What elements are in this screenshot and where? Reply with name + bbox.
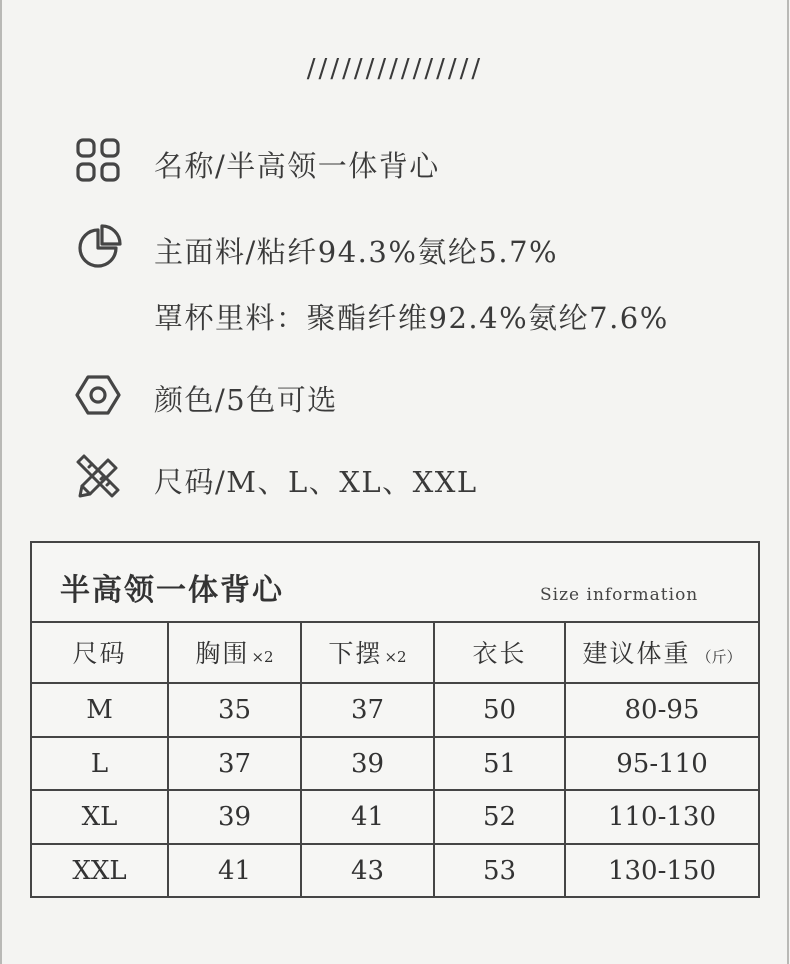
size-table-grid xyxy=(32,621,758,896)
info-row-size xyxy=(0,452,790,502)
product-name-text: 名称/半高领一体背心 xyxy=(154,149,440,183)
cell-bust: 41 xyxy=(168,844,301,896)
size-table-subtitle: Size information xyxy=(540,585,699,605)
column-header-size: 尺码 xyxy=(32,621,168,683)
cell-weight: 80-95 xyxy=(565,683,758,737)
column-header-length: 衣长 xyxy=(434,621,565,683)
cell-weight: 95-110 xyxy=(565,737,758,791)
table-row xyxy=(32,844,758,896)
cell-hem: 43 xyxy=(301,844,434,896)
cell-bust: 37 xyxy=(168,737,301,791)
table-header-row xyxy=(32,621,758,683)
slash-divider: /////////////// xyxy=(306,54,484,84)
table-row xyxy=(32,790,758,844)
pie-chart-icon xyxy=(72,222,124,272)
size-table-title: 半高领一体背心 xyxy=(60,573,284,608)
cell-size: L xyxy=(32,737,168,791)
cell-bust: 35 xyxy=(168,683,301,737)
ruler-pencil-icon xyxy=(72,452,124,502)
table-row xyxy=(32,737,758,791)
hex-nut-icon xyxy=(72,370,124,420)
cell-length: 52 xyxy=(434,790,565,844)
column-header-bust: 胸围 ×2 xyxy=(168,621,301,683)
main-fabric-text: 主面料/粘纤94.3%氨纶5.7% xyxy=(154,235,559,269)
info-row-color xyxy=(0,370,790,420)
info-row-material xyxy=(0,222,790,335)
size-table-header xyxy=(32,543,758,623)
cell-hem: 39 xyxy=(301,737,434,791)
cell-size: M xyxy=(32,683,168,737)
cell-size: XXL xyxy=(32,844,168,896)
cell-length: 50 xyxy=(434,683,565,737)
cell-bust: 39 xyxy=(168,790,301,844)
size-list-text: 尺码/M、L、XL、XXL xyxy=(154,465,478,499)
cell-length: 53 xyxy=(434,844,565,896)
cell-length: 51 xyxy=(434,737,565,791)
color-text: 颜色/5色可选 xyxy=(154,383,338,417)
size-table xyxy=(30,541,760,898)
cell-weight: 130-150 xyxy=(565,844,758,896)
column-header-weight: 建议体重 （斤） xyxy=(565,621,758,683)
cell-hem: 37 xyxy=(301,683,434,737)
lining-fabric-text: 罩杯里料：聚酯纤维92.4%氨纶7.6% xyxy=(154,301,669,335)
column-header-hem: 下摆 ×2 xyxy=(301,621,434,683)
table-row xyxy=(32,683,758,737)
cell-hem: 41 xyxy=(301,790,434,844)
info-row-name xyxy=(0,136,790,186)
grid-icon xyxy=(72,136,124,186)
cell-weight: 110-130 xyxy=(565,790,758,844)
cell-size: XL xyxy=(32,790,168,844)
